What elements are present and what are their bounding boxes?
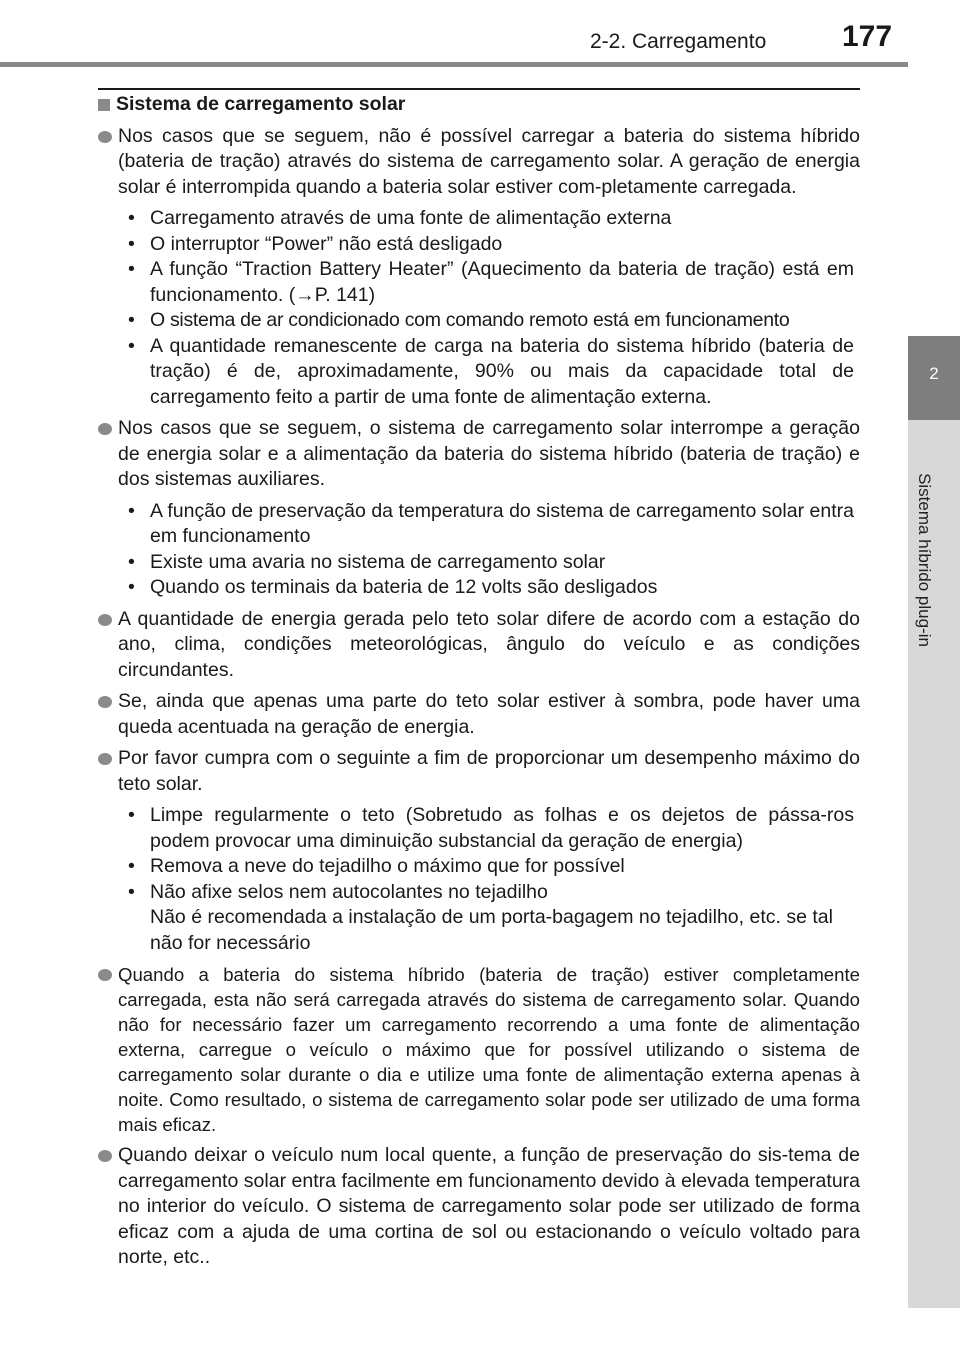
item-text: Nos casos que se seguem, não é possível carregar a bateria do sistema híbrido (bateria de tração) através do sistema de carregamento solar. A geração de energia solar é interrompida quando a bateria solar estiver com-pletamente carregada. — [118, 124, 860, 198]
sub-item-text: Remova a neve do tejadilho o máximo que for possível — [150, 855, 625, 877]
list-item — [98, 416, 860, 493]
sub-list-item — [128, 854, 854, 880]
list-item — [98, 124, 860, 201]
list-item — [98, 607, 860, 684]
circle-bullet-icon — [98, 423, 112, 435]
section-heading — [98, 92, 860, 118]
sub-bullet: • — [128, 804, 135, 826]
sub-item-text: Quando os terminais da bateria de 12 volts são desligados — [150, 576, 658, 598]
sub-list — [128, 499, 854, 601]
item-text: Por favor cumpra com o seguinte a fim de proporcionar um desempenho máximo do teto solar. — [118, 747, 860, 795]
item-text: A quantidade de energia gerada pelo teto solar difere de acordo com a estação do ano, clima, condições meteorológicas, ângulo do veículo e as condições circundantes. — [118, 607, 860, 681]
sub-list — [128, 803, 854, 956]
chapter-number: 2 — [929, 364, 939, 383]
page-number: 177 — [842, 20, 893, 53]
sub-item-text: A função de preservação da temperatura do sistema de carregamento solar entra em funcionamento — [150, 499, 854, 547]
page-content — [98, 92, 860, 1271]
header-band — [0, 0, 960, 62]
section-label: 2-2. Carregamento — [590, 30, 767, 53]
header-rule — [0, 62, 960, 67]
circle-bullet-icon — [98, 753, 112, 765]
chapter-title: Sistema híbrido plug-in — [915, 473, 934, 647]
list-item — [98, 1143, 860, 1271]
sub-list-item — [128, 334, 854, 411]
sub-item-text: Carregamento através de uma fonte de alimentação externa — [150, 207, 672, 229]
sub-bullet: • — [128, 855, 135, 877]
sub-bullet: • — [128, 232, 135, 255]
sub-item-text: O sistema de ar condicionado com comando remoto está em funcionamento — [150, 309, 790, 331]
sub-list-item — [128, 575, 854, 601]
sub-item-text: Limpe regularmente o teto (Sobretudo as folhas e os dejetos de pássa-ros podem provocar uma diminuição substancial da geração de energia) — [150, 804, 854, 852]
heading-rule — [98, 88, 860, 90]
list-item — [98, 746, 860, 797]
sub-bullet: • — [128, 258, 135, 280]
sub-list-item — [128, 803, 854, 854]
circle-bullet-icon — [98, 1150, 112, 1162]
sub-item-text: Não afixe selos nem autocolantes no tejadilho — [150, 880, 548, 903]
circle-bullet-icon — [98, 696, 112, 708]
sub-list-item — [128, 499, 854, 550]
chapter-number-box — [908, 336, 960, 420]
item-text: Quando deixar o veículo num local quente, a função de preservação do sis-tema de carregamento solar entra facilmente em funcionamento devido à elevada temperatura no interior do veículo. O sistema de carregamento solar pode ser utilizado de forma eficaz com a ajuda de uma cortina de sol ou estacionando o veículo voltado para norte, etc.. — [118, 1144, 860, 1268]
sub-bullet: • — [128, 334, 135, 357]
circle-bullet-icon — [98, 969, 112, 981]
sub-bullet: • — [128, 499, 135, 522]
sub-list — [128, 206, 854, 410]
sub-item-text: A função “Traction Battery Heater” (Aquecimento da bateria de tração) está em funcionamento. (→P. 141) — [150, 258, 854, 306]
sub-bullet: • — [128, 550, 135, 573]
sub-list-item — [128, 257, 854, 308]
item-text: Nos casos que se seguem, o sistema de carregamento solar interrompe a geração de energia solar e a alimentação da bateria do sistema híbrido (bateria de tração) e dos sistemas auxiliares. — [118, 417, 860, 490]
circle-bullet-icon — [98, 614, 112, 626]
sub-list-item — [128, 308, 854, 334]
sub-item-text: A quantidade remanescente de carga na bateria do sistema híbrido (bateria de tração) é de, aproximadamente, 90% ou mais da capacidade total de carregamento feito a partir de uma fonte de alimentação externa. — [150, 334, 854, 408]
item-text: Quando a bateria do sistema híbrido (bateria de tração) estiver completamente carregada, esta não será carregada através do sistema de carregamento solar. Quando não for necessário fazer um carregamento recorrendo a uma fonte de alimentação externa, carregue o veículo o máximo que for possível utilizando o sistema de carregamento solar durante o dia e utilize uma fonte de alimentação externa apenas à noite. Como resultado, o sistema de carregamento solar pode ser utilizado de uma forma mais eficaz. — [118, 964, 860, 1135]
circle-bullet-icon — [98, 131, 112, 143]
list-item — [98, 689, 860, 740]
square-bullet-icon — [98, 99, 110, 111]
list-item — [98, 962, 860, 1137]
sub-bullet: • — [128, 880, 135, 903]
sub-bullet: • — [128, 207, 135, 229]
sub-list-item — [128, 206, 854, 232]
sub-list-item — [128, 880, 854, 906]
sub-list-item — [128, 232, 854, 258]
sub-bullet: • — [128, 576, 135, 598]
sub-list-note: Não é recomendada a instalação de um porta-bagagem no tejadilho, etc. se tal não for necessário — [150, 906, 833, 954]
sub-item-text: Existe uma avaria no sistema de carregamento solar — [150, 550, 606, 573]
sub-bullet: • — [128, 309, 135, 331]
heading-text: Sistema de carregamento solar — [116, 93, 406, 115]
sub-list-item — [128, 550, 854, 576]
sub-item-text: O interruptor “Power” não está desligado — [150, 232, 503, 255]
item-text: Se, ainda que apenas uma parte do teto solar estiver à sombra, pode haver uma queda acentuada na geração de energia. — [118, 690, 860, 738]
